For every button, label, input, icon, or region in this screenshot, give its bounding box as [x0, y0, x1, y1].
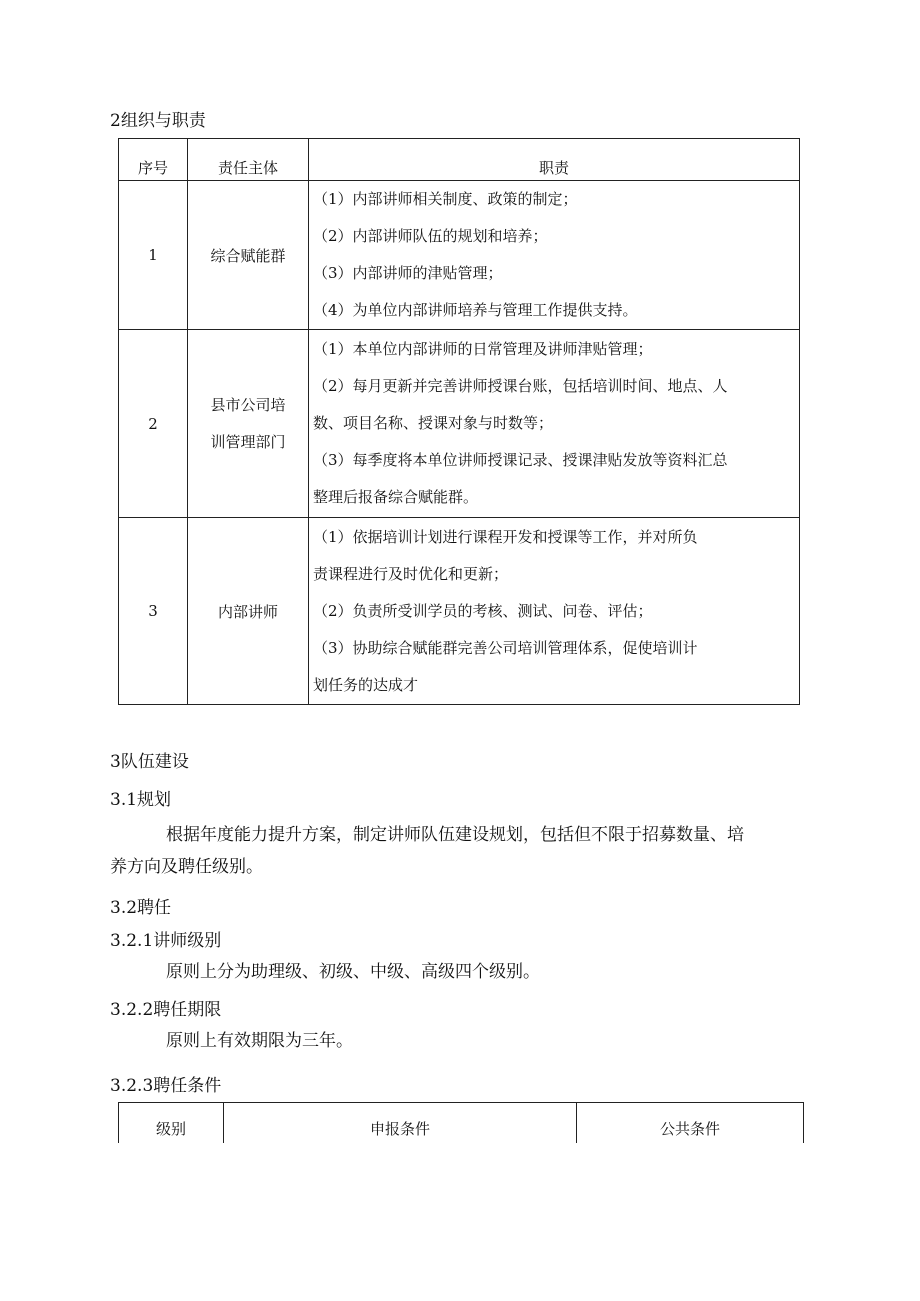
row-duties [309, 181, 800, 330]
qualification-table [118, 1102, 804, 1143]
duty-line: （1）本单位内部讲师的日常管理及讲师津贴管理； [313, 340, 653, 358]
duty-line: （3）每季度将本单位讲师授课记录、授课津贴发放等资料汇总 [313, 451, 728, 469]
header-level: 级别 [119, 1103, 224, 1143]
section-3-heading: 3队伍建设 [110, 752, 189, 772]
header-application: 申报条件 [224, 1103, 577, 1143]
table-row [119, 518, 800, 705]
row-duties [309, 330, 800, 518]
section-3-2-1-heading: 3.2.1讲师级别 [110, 931, 222, 951]
subject-line: 县市公司培 [210, 395, 286, 414]
row-subject: 综合赋能群 [188, 181, 309, 330]
duty-line: 整理后报备综合赋能群。 [313, 488, 479, 506]
duty-line: 划任务的达成才 [313, 675, 419, 694]
table-header-row [119, 1103, 804, 1143]
duty-line: （1）依据培训计划进行课程开发和授课等工作，并对所负 [313, 527, 698, 546]
duty-line: （1）内部讲师相关制度、政策的制定； [313, 190, 578, 208]
section-3-1-heading: 3.1规划 [110, 790, 172, 810]
duty-line: （2）每月更新并完善讲师授课台账，包括培训时间、地点、人 [313, 377, 728, 395]
duty-line: 数、项目名称、授课对象与时数等； [313, 414, 554, 432]
duty-line: （3）内部讲师的津贴管理； [313, 264, 503, 282]
header-subject: 责任主体 [188, 139, 309, 181]
row-no: 2 [119, 330, 188, 518]
duty-line: 责课程进行及时优化和更新； [313, 564, 509, 583]
duty-line: （4）为单位内部讲师培养与管理工作提供支持。 [313, 301, 638, 319]
section-3-2-3-heading: 3.2.3聘任条件 [110, 1076, 222, 1096]
section-3-2-1-para: 原则上分为助理级、初级、中级、高级四个级别。 [166, 962, 540, 982]
section-3-1-para-line1: 根据年度能力提升方案，制定讲师队伍建设规划，包括但不限于招募数量、培 [166, 825, 744, 845]
header-duty: 职责 [309, 139, 800, 181]
table-row [119, 330, 800, 518]
table-header-row [119, 139, 800, 181]
row-duties [309, 518, 800, 705]
duty-line: （3）协助综合赋能群完善公司培训管理体系，促使培训计 [313, 638, 698, 657]
section-3-2-2-para: 原则上有效期限为三年。 [166, 1031, 353, 1051]
row-no: 1 [119, 181, 188, 330]
responsibility-table [118, 138, 800, 705]
header-no: 序号 [119, 139, 188, 181]
subject-line: 训管理部门 [210, 432, 286, 451]
row-subject: 内部讲师 [188, 518, 309, 705]
section-3-2-heading: 3.2聘任 [110, 898, 172, 918]
section-3-1-para-line2: 养方向及聘任级别。 [110, 857, 263, 877]
section-2-heading: 2组织与职责 [110, 111, 206, 131]
duty-line: （2）内部讲师队伍的规划和培养； [313, 227, 548, 245]
row-no: 3 [119, 518, 188, 705]
duty-line: （2）负责所受训学员的考核、测试、问卷、评估； [313, 601, 653, 620]
section-3-2-2-heading: 3.2.2聘任期限 [110, 1000, 222, 1020]
row-subject [188, 330, 309, 518]
table-row [119, 181, 800, 330]
header-common: 公共条件 [577, 1103, 804, 1143]
